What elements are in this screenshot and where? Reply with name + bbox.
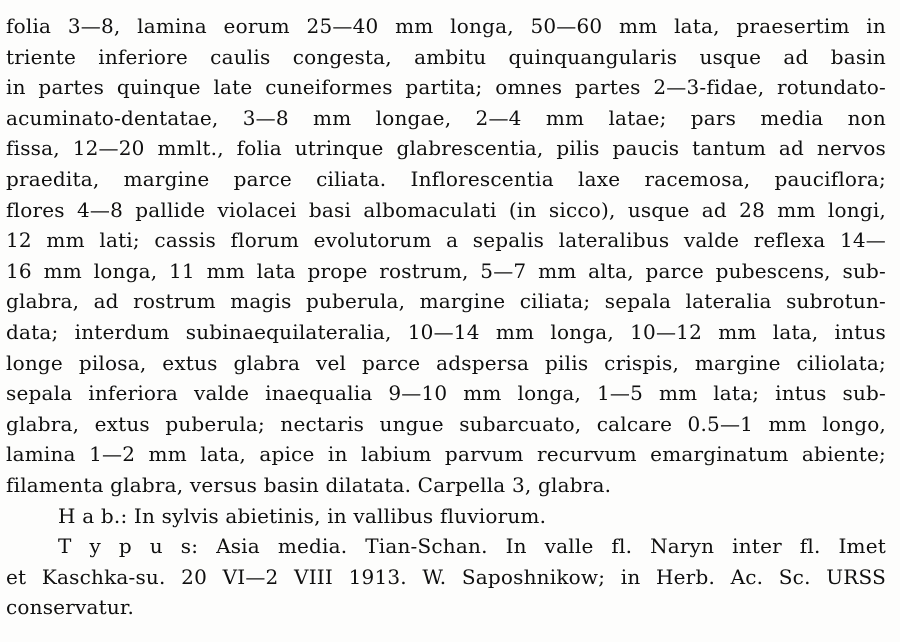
text-line: et Kaschka-su. 20 VI—2 VIII 1913. W. Saposhnikow; in Herb. Ac. Sc. URSS: [6, 564, 886, 589]
text-line: filamenta glabra, versus basin dilatata. Carpella 3, glabra.: [6, 472, 612, 497]
text-line: glabra, ad rostrum magis puberula, margine ciliata; sepala lateralia subrotun-: [6, 289, 886, 314]
text-line: glabra, extus puberula; nectaris ungue subarcuato, calcare 0.5—1 mm longo,: [6, 411, 886, 436]
text-line: fissa, 12—20 mmlt., folia utrinque glabrescentia, pilis paucis tantum ad nervos: [6, 136, 886, 161]
text-block: [6, 11, 886, 623]
text-line: in partes quinque late cuneiformes partita; omnes partes 2—3-fidae, rotundato-: [6, 75, 886, 100]
text-line: longe pilosa, extus glabra vel parce adspersa pilis crispis, margine ciliolata;: [6, 350, 886, 375]
habitat-line: H a b.: In sylvis abietinis, in vallibus fluviorum.: [58, 503, 547, 528]
text-line: data; interdum subinaequilateralia, 10—14 mm longa, 10—12 mm lata, intus: [6, 319, 886, 344]
text-line: sepala inferiora valde inaequalia 9—10 mm longa, 1—5 mm lata; intus sub-: [6, 381, 886, 406]
text-line: praedita, margine parce ciliata. Inflorescentia laxe racemosa, pauciflora;: [6, 166, 886, 191]
text-line: 12 mm lati; cassis florum evolutorum a sepalis lateralibus valde reflexa 14—: [6, 228, 886, 253]
text-line: acuminato-dentatae, 3—8 mm longae, 2—4 mm latae; pars media non: [6, 105, 886, 130]
text-line: conservatur.: [6, 595, 135, 620]
text-line: lamina 1—2 mm lata, apice in labium parvum recurvum emarginatum abiente;: [6, 442, 886, 467]
text-line: 16 mm longa, 11 mm lata prope rostrum, 5—7 mm alta, parce pubescens, sub-: [6, 258, 886, 283]
typus-line: T y p u s: Asia media. Tian-Schan. In valle fl. Naryn inter fl. Imet: [58, 534, 886, 559]
text-line: triente inferiore caulis congesta, ambitu quinquangularis usque ad basin: [6, 44, 886, 69]
text-line: folia 3—8, lamina eorum 25—40 mm longa, 50—60 mm lata, praesertim in: [6, 14, 886, 38]
text-line: flores 4—8 pallide violacei basi albomaculati (in sicco), usque ad 28 mm longi,: [6, 197, 886, 222]
